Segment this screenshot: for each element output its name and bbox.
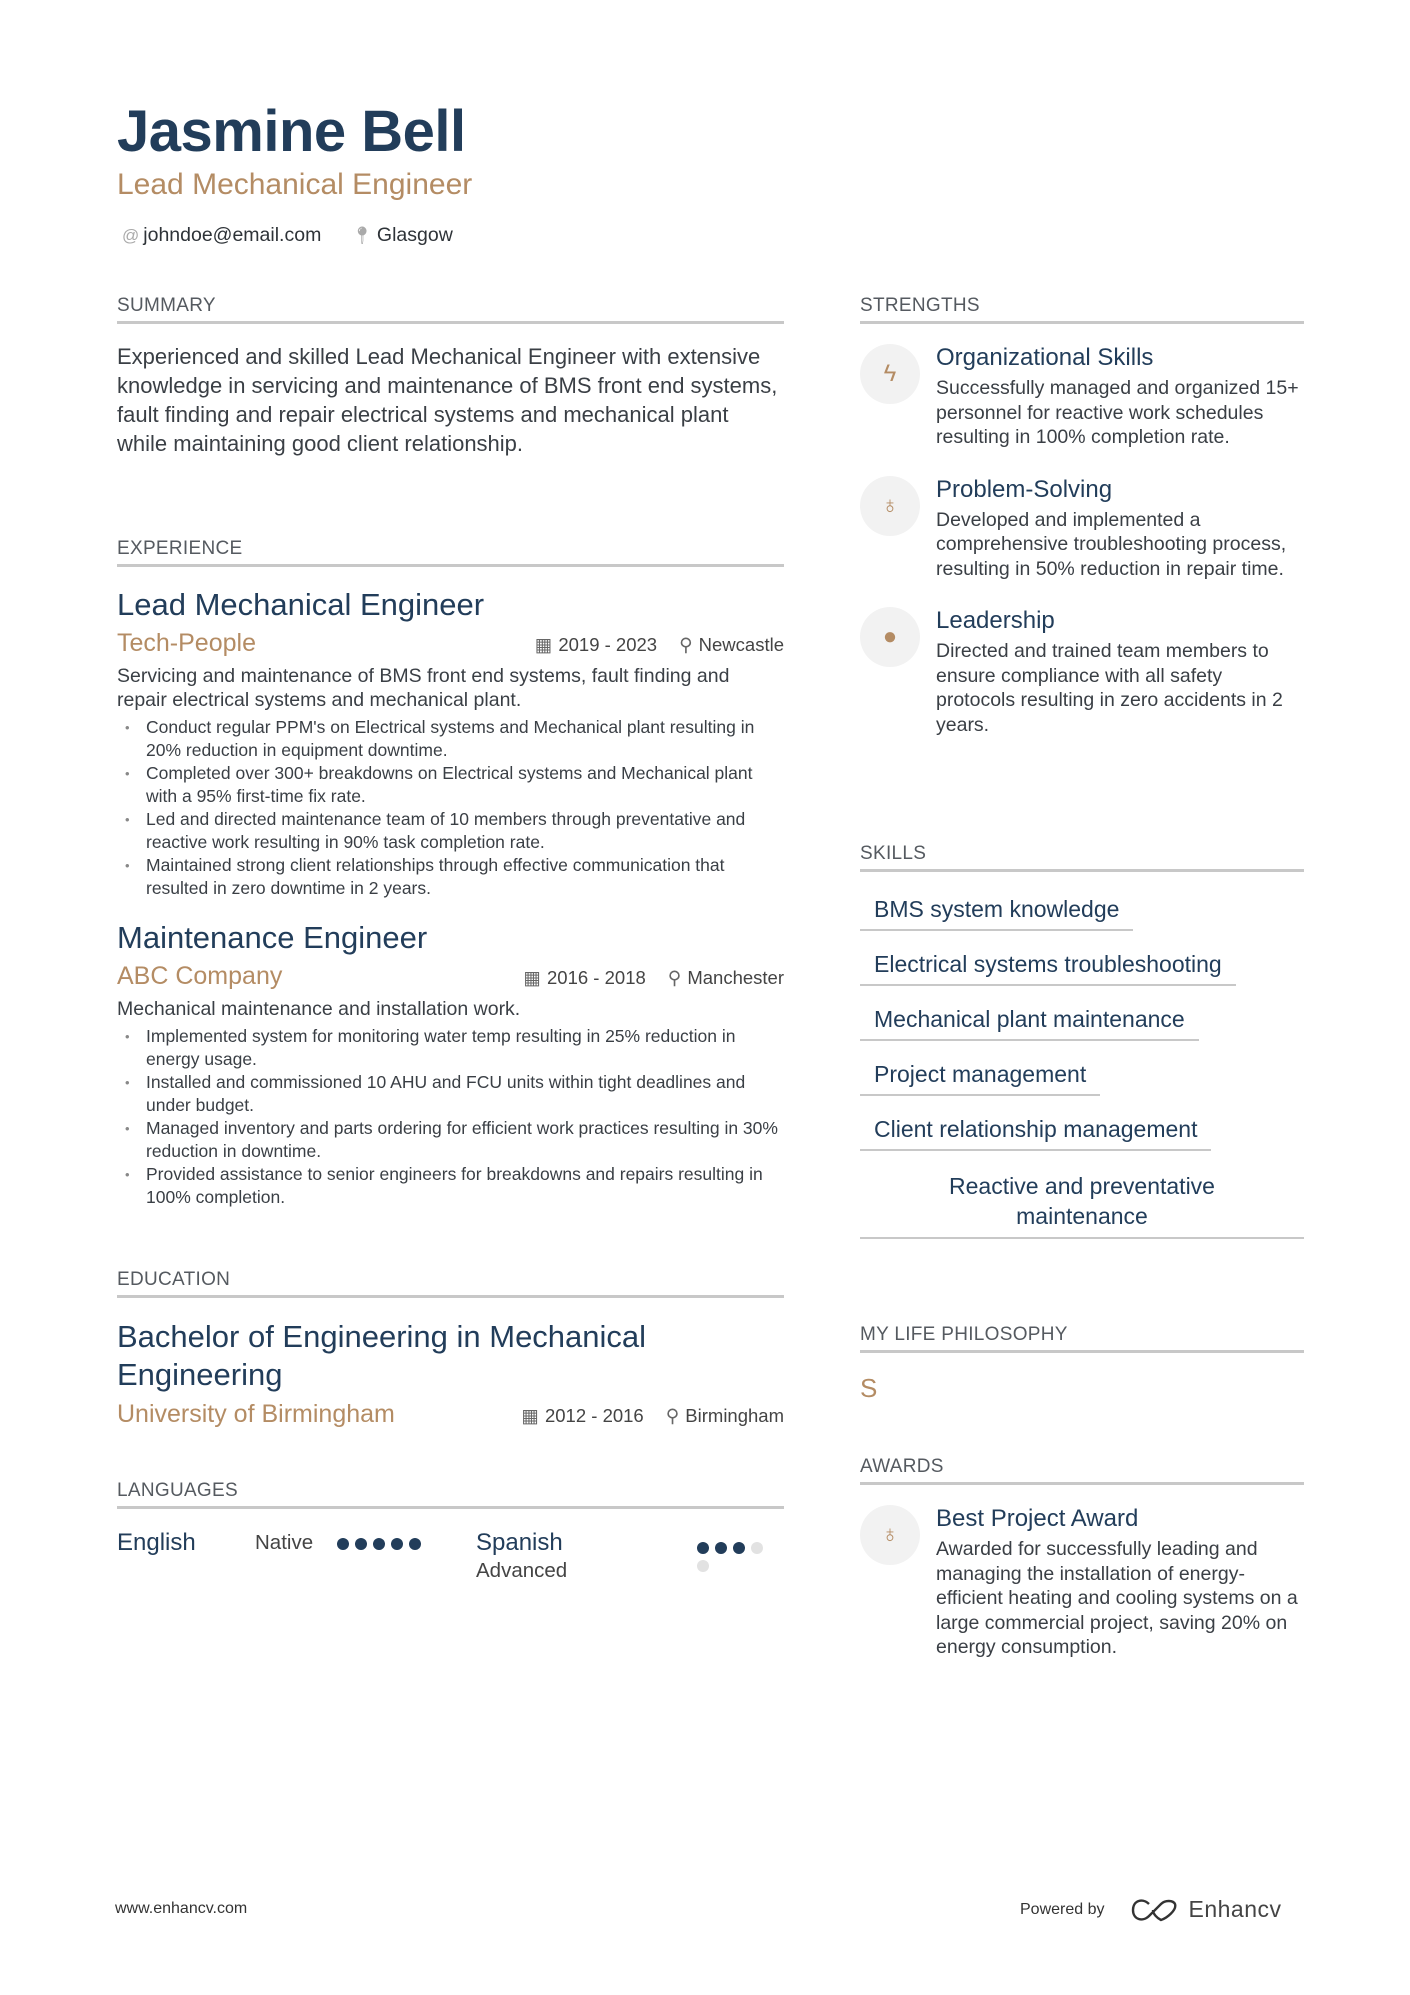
- skill-tag: Project management: [860, 1055, 1100, 1096]
- email[interactable]: @ johndoe@email.com: [122, 224, 322, 246]
- skills-section: [860, 843, 1304, 1239]
- school: University of Birmingham: [117, 1400, 395, 1428]
- calendar-icon: ▦: [534, 634, 553, 655]
- bolt-icon: ϟ: [860, 344, 920, 404]
- section-heading: SKILLS: [860, 843, 1304, 872]
- candidate-name: Jasmine Bell: [117, 99, 466, 164]
- job-location: ⚲ Newcastle: [679, 634, 784, 655]
- section-heading: LANGUAGES: [117, 1480, 784, 1509]
- company: ABC Company: [117, 962, 283, 990]
- section-heading: SUMMARY: [117, 295, 784, 324]
- rating-dot: [697, 1560, 709, 1572]
- strength-title: Organizational Skills: [936, 344, 1154, 371]
- award-item: [860, 1505, 1304, 1660]
- enhancv-logo: Enhancv: [1131, 1896, 1282, 1923]
- job-description: Servicing and maintenance of BMS front end systems, fault finding and repair electrical systems and mechanical plant.: [117, 665, 730, 711]
- contact-info: [122, 224, 453, 247]
- skill-tag: Mechanical plant maintenance: [860, 1000, 1199, 1041]
- strengths-section: [860, 295, 1304, 737]
- edu-location: ⚲ Birmingham: [665, 1405, 784, 1426]
- language-rating: [337, 1537, 427, 1555]
- language-level: Advanced: [476, 1559, 568, 1582]
- calendar-icon: ▦: [523, 967, 542, 988]
- dates: ▦ 2016 - 2018: [523, 967, 646, 988]
- location: 📍︎ Glasgow: [351, 224, 453, 246]
- rating-dot: [715, 1542, 727, 1554]
- section-heading: EDUCATION: [117, 1269, 784, 1298]
- bullet: • Maintained strong client relationships through effective communication that resulted in zero downtime in 2 years.: [117, 854, 784, 900]
- job-location: ⚲ Manchester: [667, 967, 784, 988]
- lightbulb-icon: ♁: [860, 476, 920, 536]
- language-rating: [697, 1541, 784, 1577]
- philosophy-section: [860, 1324, 1304, 1404]
- head-icon: ●: [860, 607, 920, 667]
- dates: ▦ 2012 - 2016: [521, 1405, 644, 1426]
- section-heading: STRENGTHS: [860, 295, 1304, 324]
- pin-icon: ⚲: [665, 1405, 680, 1426]
- skill-tag: Electrical systems troubleshooting: [860, 945, 1236, 986]
- company: Tech-People: [117, 629, 256, 657]
- skill-tag: Reactive and preventative maintenance: [860, 1165, 1304, 1239]
- strength-item: [860, 607, 1304, 737]
- bullet: • Installed and commissioned 10 AHU and FCU units within tight deadlines and under budget.: [117, 1071, 784, 1117]
- bullet-list: [117, 1025, 784, 1209]
- summary-text: Experienced and skilled Lead Mechanical Engineer with extensive knowledge in servicing and maintenance of BMS front end systems, fault finding and repair electrical systems and mechanical plant while maintaining good client relationship.: [117, 344, 778, 456]
- rating-dot: [697, 1542, 709, 1554]
- language-name: English: [117, 1529, 196, 1556]
- bullet-list: [117, 716, 784, 900]
- strength-item: [860, 476, 1304, 582]
- candidate-title: Lead Mechanical Engineer: [117, 168, 473, 201]
- rating-dot: [751, 1542, 763, 1554]
- bullet: • Provided assistance to senior engineers for breakdowns and repairs resulting in 100% completion.: [117, 1163, 784, 1209]
- lightbulb-icon: ♁: [860, 1505, 920, 1565]
- experience-item: [117, 920, 784, 1209]
- job-title: Lead Mechanical Engineer: [117, 587, 485, 622]
- footer-website[interactable]: www.enhancv.com: [115, 1900, 248, 1917]
- section-heading: MY LIFE PHILOSOPHY: [860, 1324, 1304, 1353]
- award-description: Awarded for successfully leading and managing the installation of energy-efficient heating and cooling systems on a large commercial project, saving 20% on energy consumption.: [936, 1538, 1298, 1658]
- strength-description: Directed and trained team members to ensure compliance with all safety protocols resulting in zero accidents in 2 years.: [936, 640, 1283, 736]
- calendar-icon: ▦: [521, 1405, 539, 1426]
- job-title: Maintenance Engineer: [117, 920, 428, 955]
- enhancv-logo-icon: [1131, 1898, 1177, 1922]
- footer-brand: [1020, 1896, 1282, 1923]
- section-heading: EXPERIENCE: [117, 538, 784, 567]
- rating-dot: [409, 1538, 421, 1550]
- bullet: • Managed inventory and parts ordering for efficient work practices resulting in 30% reduction in downtime.: [117, 1117, 784, 1163]
- rating-dot: [373, 1538, 385, 1550]
- job-description: Mechanical maintenance and installation work.: [117, 998, 521, 1020]
- section-heading: AWARDS: [860, 1456, 1304, 1485]
- pin-icon: ⚲: [679, 634, 693, 655]
- degree: Bachelor of Engineering in Mechanical Engineering: [117, 1319, 647, 1392]
- rating-dot: [337, 1538, 349, 1550]
- language-name: Spanish: [476, 1529, 563, 1556]
- dates: ▦ 2019 - 2023: [534, 634, 658, 655]
- experience-section: [117, 538, 784, 1209]
- award-title: Best Project Award: [936, 1505, 1139, 1532]
- strength-item: [860, 344, 1304, 450]
- bullet: • Led and directed maintenance team of 10 members through preventative and reactive work resulting in 90% task completion rate.: [117, 808, 784, 854]
- bullet: • Implemented system for monitoring water temp resulting in 25% reduction in energy usage.: [117, 1025, 784, 1071]
- at-icon: @: [122, 226, 140, 245]
- philosophy-text: S: [860, 1373, 878, 1403]
- strength-description: Developed and implemented a comprehensive troubleshooting process, resulting in 50% reduction in repair time.: [936, 508, 1287, 580]
- rating-dot: [355, 1538, 367, 1550]
- education-section: [117, 1269, 784, 1429]
- skill-tag: BMS system knowledge: [860, 890, 1133, 931]
- strength-title: Problem-Solving: [936, 475, 1113, 503]
- bullet: • Conduct regular PPM's on Electrical systems and Mechanical plant resulting in 20% reduction in equipment downtime.: [117, 716, 784, 762]
- strength-title: Leadership: [936, 607, 1055, 634]
- bullet: • Completed over 300+ breakdowns on Electrical systems and Mechanical plant with a 95% first-time fix rate.: [117, 762, 784, 808]
- rating-dot: [391, 1538, 403, 1550]
- powered-by: Powered by: [1020, 1900, 1105, 1918]
- skill-tag: Client relationship management: [860, 1110, 1211, 1151]
- pin-icon: ⚲: [667, 967, 682, 988]
- rating-dot: [733, 1542, 745, 1554]
- pin-icon: 📍︎: [351, 226, 373, 245]
- languages-section: [117, 1480, 784, 1609]
- strength-description: Successfully managed and organized 15+ personnel for reactive work schedules resulting in 100% completion rate.: [936, 377, 1299, 448]
- language-level: Native: [255, 1531, 314, 1554]
- summary-section: [117, 295, 784, 458]
- awards-section: [860, 1456, 1304, 1660]
- experience-item: [117, 587, 784, 900]
